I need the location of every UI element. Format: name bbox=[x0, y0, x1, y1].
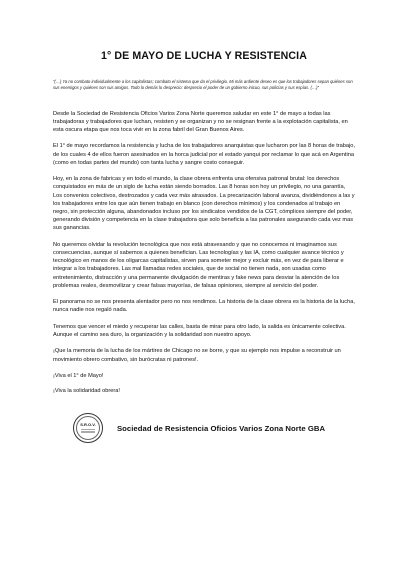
slogan-may-day: ¡Viva el 1° de Mayo! bbox=[53, 372, 104, 379]
paragraph-call-to-action: Tenemos que vencer el miedo y recuperar las calles, basta de mirar para otro lado, la salida es únicamente colectiva. Aunque el camino sea duro, la organización y la solidaridad son nuestro apoyo. bbox=[53, 323, 346, 338]
slogan-solidarity: ¡Viva la solidaridad obrera! bbox=[53, 388, 120, 395]
organization-seal-icon bbox=[73, 413, 103, 443]
paragraph-technology: No queremos olvidar la revolución tecnológica que nos está atravesando y que no conocemos ni imaginamos sus consecuencias, aunque sí sabemos a quienes benefician. Las tecnologías y las IA, como cualquier avance técnico y tecnológico en manos de los oligarcas capitalistas, sirven para someter mejor y excluir más, en vez de para liberar e integrar a los trabajadores. Las mal llamadas redes sociales, que de social no tienen nada, son usadas como entretenimiento, distracción y una permanente divulgación de mentiras y fake news para desviar la atención de los problemas reales, desmovilizar y crear falsas mayorías, de falsas opiniones, siempre al servicio del poder. bbox=[53, 241, 344, 289]
epigraph-quote: “(…) Ya no combato individualmente a los capitalistas; combato el sistema que da el privilegio. Mi más ardiente deseo es que los trabajadores sepan quiénes son sus enemigos y quiénes son sus amigos. Todo lo demás lo desprecio: desprecio el poder de un gobierno inicuo, sus policías y sus espías. (…)” bbox=[53, 79, 353, 91]
signature-block bbox=[53, 413, 355, 443]
paragraph-outlook: El panorama no se nos presenta alentador pero no nos rendimos. La historia de la clase obrera es la historia de la lucha, nunca nadie nos regaló nada. bbox=[53, 299, 355, 314]
organization-name: Sociedad de Resistencia Oficios Varios Zona Norte GBA bbox=[117, 423, 326, 433]
paragraph-history: El 1° de mayo recordamos la resistencia y lucha de los trabajadores anarquistas que lucharon por las 8 horas de trabajo, de los cuales 4 de ellos fueron asesinados en la horca judicial por el estado yanqui por reclamar lo que acá en Argentina (como en todas partes del mundo) con tanta lucha y sangre costo conseguir. bbox=[53, 143, 356, 166]
seal-text: S.R.O.V. bbox=[80, 422, 96, 428]
seal-decoration bbox=[81, 429, 95, 433]
paragraph-current-situation: Hoy, en la zona de fabricas y en todo el mundo, la clase obrera enfrenta una ofensiva patronal brutal: los derechos conquistados en más de un siglo de lucha están siendo borrados. Las 8 horas son hoy un privilegio, no una garantía, Los convenios colectivos, destrozados y cada vez más atrasados. La precarización laboral avanza, dividiéndonos a las y los trabajadores entre los que aún tienen trabajo en blanco (con derechos mínimos) y los condenados al trabajo en negro, sin protección alguna, abandonados incluso por los sindicatos vendidos de la CGT, cómplices siempre del poder, generando división y competencia en la clase trabajadora que solo beneficia a las patronales asegurando cada vez mas sus ganancias. bbox=[53, 176, 355, 232]
paragraph-memory: ¡Que la memoria de la lucha de los mártires de Chicago no se borre, y que su ejemplo nos impulse a reconstruir un movimiento obrero combativo, sin burócratas ni patrones!. bbox=[53, 348, 341, 363]
page-title: 1° DE MAYO DE LUCHA Y RESISTENCIA bbox=[101, 50, 307, 62]
paragraph-intro: Desde la Sociedad de Resistencia Oficios Varios Zona Norte queremos saludar en este 1° de mayo a todas las trabajadoras y trabajadores que luchan, resisten y se organizan y no se resignan frente a la explotación capitalista, en esta oscura etapa que nos toca vivir en la zona fabril del Gran Buenos Aires. bbox=[53, 110, 348, 133]
